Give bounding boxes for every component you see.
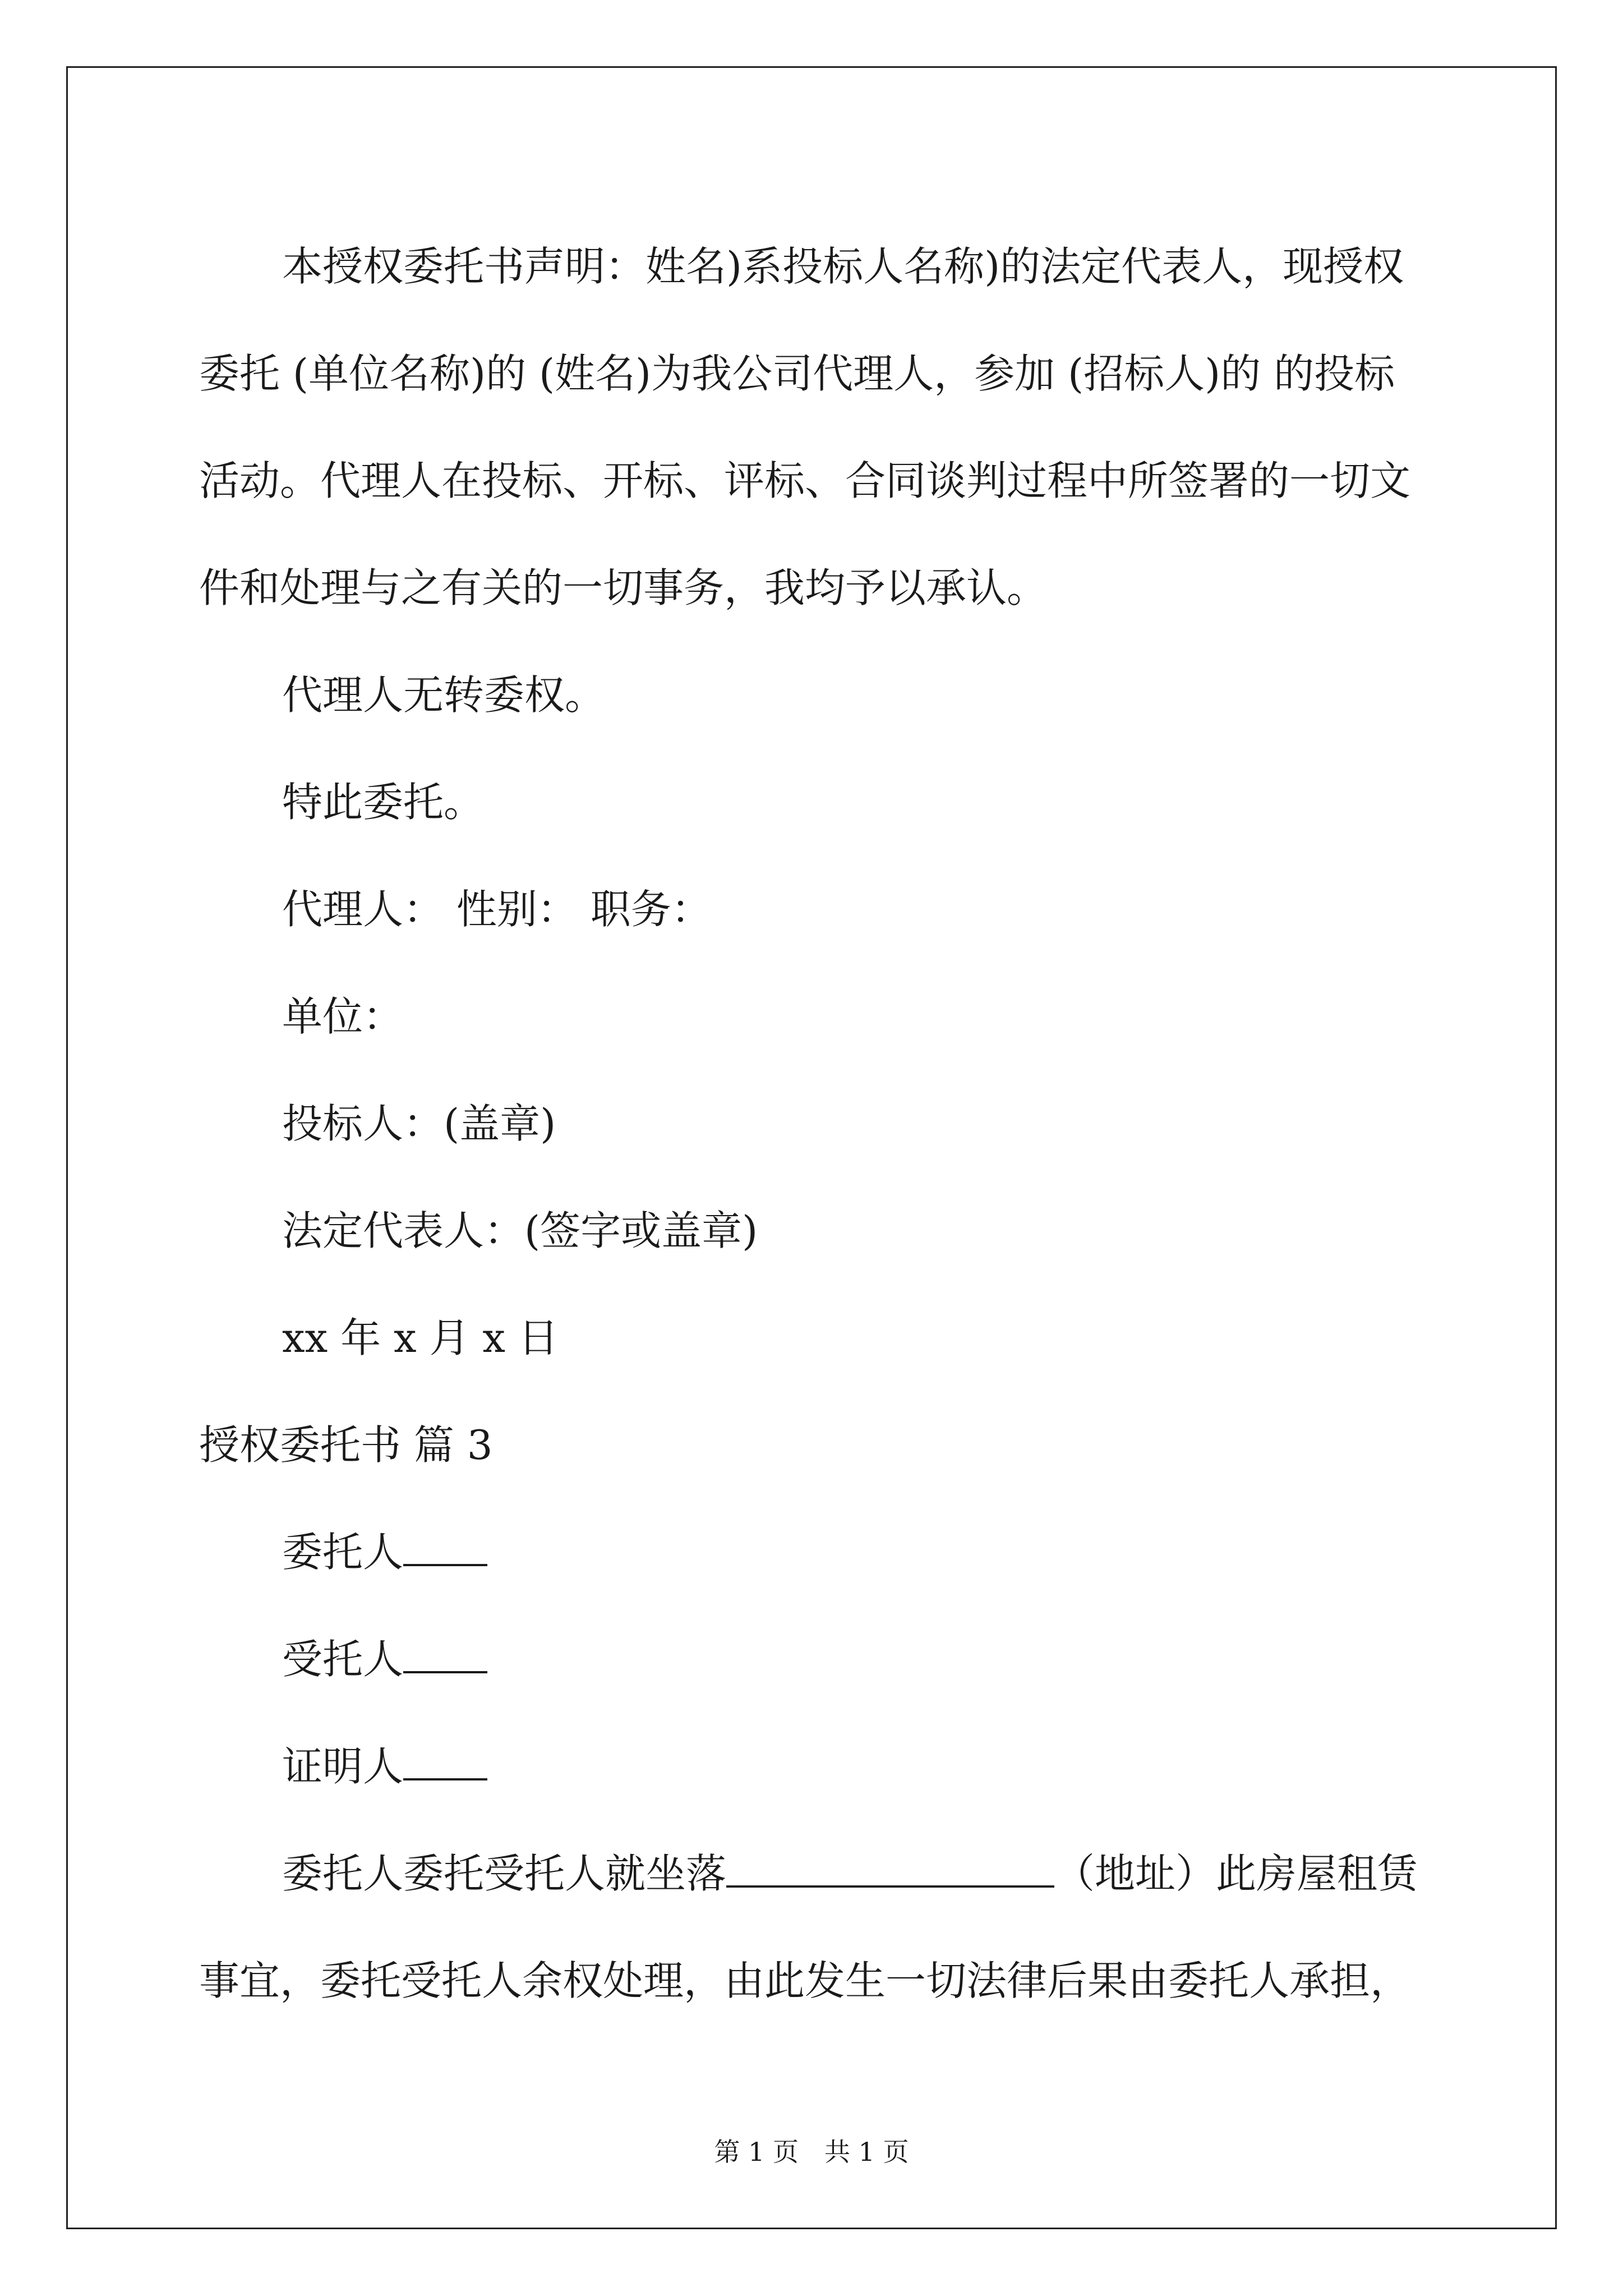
address-blank bbox=[726, 1854, 1054, 1888]
paragraph-no-subdelegation: 代理人无转委权。 bbox=[282, 671, 606, 719]
paragraph-date: xx 年 x 月 x 日 bbox=[282, 1314, 559, 1361]
page-footer: 第 1 页 共 1 页 bbox=[714, 2137, 909, 2167]
principal-blank bbox=[403, 1533, 487, 1566]
paragraph-agent bbox=[199, 1606, 1433, 1713]
paragraph-unit: 单位： bbox=[282, 993, 404, 1040]
paragraph-declaration: 本授权委托书声明：姓名)系投标人名称)的法定代表人，现授权委托 (单位名称)的 (姓名)为我公司代理人，参加 (招标人)的 的投标活动。代理人在投标、开标、评标、合同谈判过程中所签署的一切文件和处理与之有关的一切事务，我均予以承认。 bbox=[199, 243, 1411, 611]
witness-blank bbox=[403, 1747, 487, 1780]
document-body bbox=[199, 213, 1433, 2035]
paragraph-bidder-seal: 投标人：(盖章) bbox=[282, 1100, 556, 1147]
agent-blank bbox=[403, 1640, 487, 1673]
principal-label: 委托人 bbox=[282, 1529, 404, 1576]
paragraph-agent-info: 代理人： 性别： 职务： bbox=[282, 886, 712, 933]
paragraph-witness bbox=[199, 1713, 1433, 1820]
paragraph-lease-delegation bbox=[199, 1820, 1433, 2035]
lease-text-rest: （地址）此房屋租赁事宜，委托受托人余权处理，由此发生一切法律后果由委托人承担， bbox=[199, 1850, 1418, 2004]
witness-label: 证明人 bbox=[282, 1743, 404, 1790]
paragraph-principal bbox=[199, 1499, 1433, 1606]
paragraph-legal-rep-sign: 法定代表人：(签字或盖章) bbox=[282, 1207, 758, 1254]
paragraph-hereby: 特此委托。 bbox=[282, 779, 485, 826]
agent-label: 受托人 bbox=[282, 1636, 404, 1683]
section-heading: 授权委托书 篇 3 bbox=[199, 1421, 493, 1469]
lease-text-start: 委托人委托受托人就坐落 bbox=[282, 1850, 727, 1897]
